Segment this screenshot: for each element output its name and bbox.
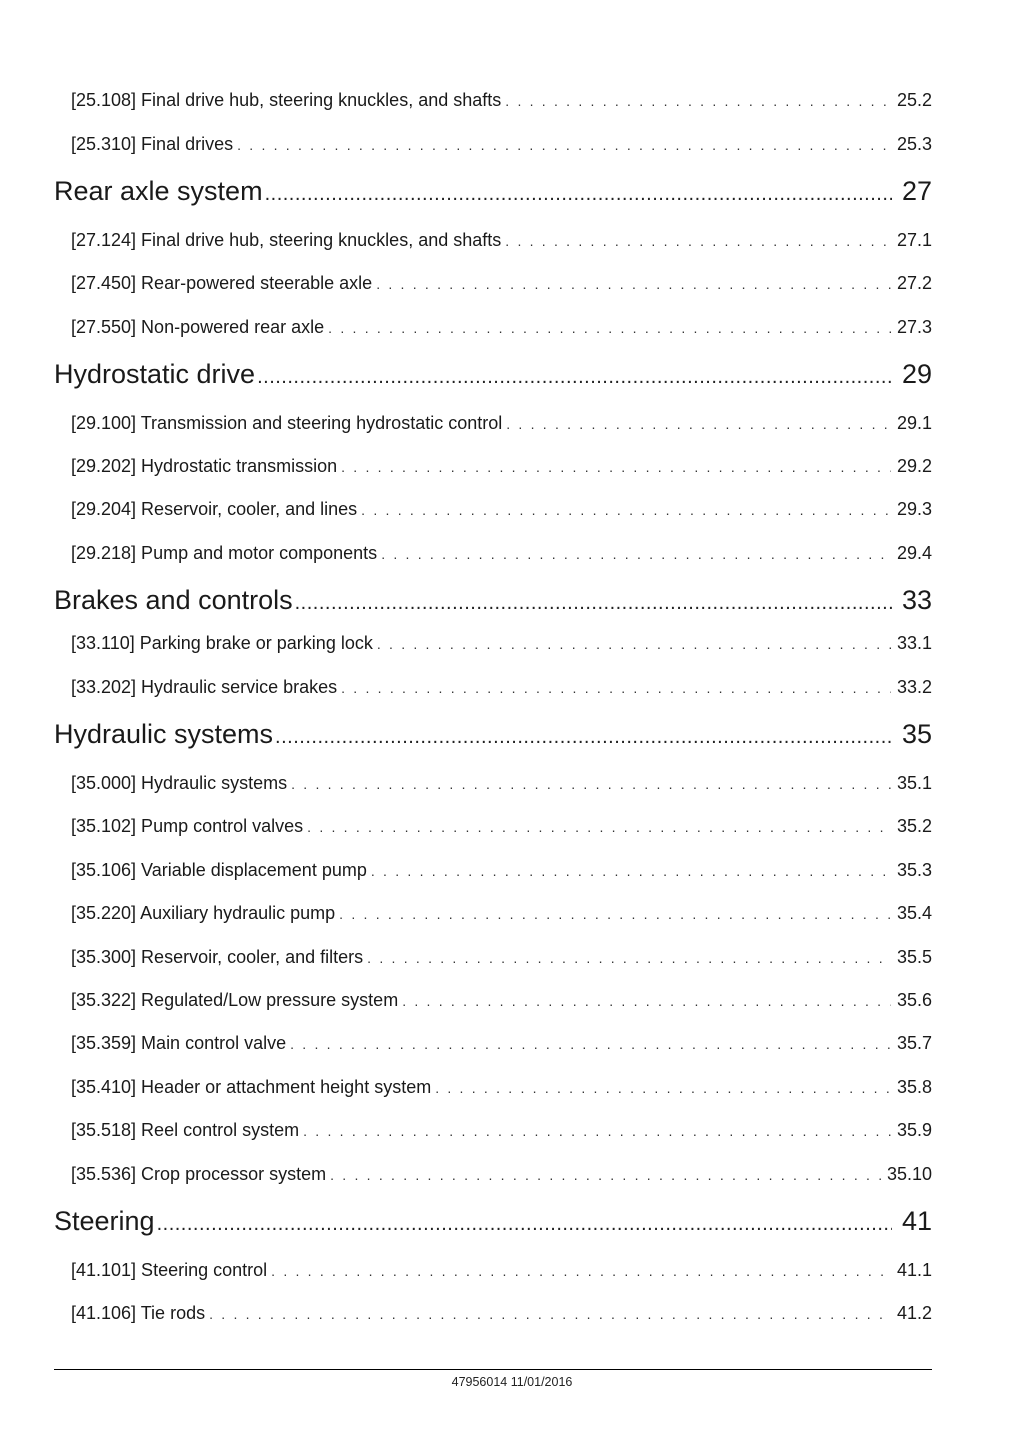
leader-dots: [377, 636, 891, 652]
leader-dots: [376, 276, 891, 292]
toc-section-page: 27: [901, 176, 932, 206]
leader-dots: [237, 137, 891, 153]
toc-section-heading[interactable]: [54, 359, 932, 390]
toc-section-heading[interactable]: [54, 585, 932, 616]
leader-dots: [505, 93, 891, 109]
toc-entry-title: [29.100] Transmission and steering hydrostatic control: [71, 413, 503, 433]
toc-entry[interactable]: [71, 816, 932, 837]
footer-divider: [54, 1369, 932, 1370]
toc-entry[interactable]: [71, 1260, 932, 1281]
leader-dots: [506, 416, 891, 432]
toc-entry[interactable]: [71, 1164, 932, 1185]
leader-dots: [303, 1123, 891, 1139]
toc-section-title: Brakes and controls: [54, 585, 293, 615]
toc-entry-page: 35.10: [886, 1164, 932, 1184]
leader-dots: [381, 546, 891, 562]
toc-entry-title: [33.202] Hydraulic service brakes: [71, 677, 338, 697]
leader-dots: [330, 1167, 881, 1183]
toc-section-title: Steering: [54, 1206, 155, 1236]
leader-dots: [209, 1306, 891, 1322]
toc-entry-title: [35.000] Hydraulic systems: [71, 773, 288, 793]
leader-dots: [341, 459, 891, 475]
toc-entry-page: 35.5: [896, 947, 932, 967]
toc-entry-page: 29.2: [896, 456, 932, 476]
toc-section-page: 33: [901, 585, 932, 615]
toc-section-page: 41: [901, 1206, 932, 1236]
leader-dots: [307, 819, 891, 835]
toc-entry[interactable]: [71, 499, 932, 520]
toc-entry[interactable]: [71, 413, 932, 434]
toc-entry-title: [41.106] Tie rods: [71, 1303, 206, 1323]
toc-entry[interactable]: [71, 1303, 932, 1324]
leader-dots: [157, 1213, 892, 1236]
toc-entry-title: [35.518] Reel control system: [71, 1120, 300, 1140]
toc-entry-title: [27.450] Rear-powered steerable axle: [71, 273, 373, 293]
toc-entry-page: 35.1: [896, 773, 932, 793]
leader-dots: [291, 776, 891, 792]
toc-entry-page: 35.4: [896, 903, 932, 923]
leader-dots: [367, 950, 891, 966]
toc-section-page: 29: [901, 359, 932, 389]
toc-section-page: 35: [901, 719, 932, 749]
toc-entry[interactable]: [71, 230, 932, 251]
toc-section-heading[interactable]: [54, 176, 932, 207]
toc-entry-title: [35.300] Reservoir, cooler, and filters: [71, 947, 364, 967]
leader-dots: [275, 726, 892, 749]
toc-entry[interactable]: [71, 317, 932, 338]
leader-dots: [265, 183, 892, 206]
toc-entry[interactable]: [71, 1120, 932, 1141]
toc-entry-title: [27.550] Non-powered rear axle: [71, 317, 325, 337]
leader-dots: [371, 863, 891, 879]
toc-entry-page: 27.2: [896, 273, 932, 293]
toc-entry-page: 35.3: [896, 860, 932, 880]
leader-dots: [402, 993, 891, 1009]
toc-entry-title: [35.220] Auxiliary hydraulic pump: [71, 903, 336, 923]
toc-entry-page: 35.8: [896, 1077, 932, 1097]
toc-entry[interactable]: [71, 903, 932, 924]
toc-entry-title: [33.110] Parking brake or parking lock: [71, 633, 373, 653]
toc-entry[interactable]: [71, 773, 932, 794]
toc-section-title: Rear axle system: [54, 176, 263, 206]
toc-entry[interactable]: [71, 677, 932, 698]
toc-entry-page: 25.2: [896, 90, 932, 110]
toc-entry-title: [29.204] Reservoir, cooler, and lines: [71, 499, 358, 519]
toc-entry-page: 25.3: [896, 134, 932, 154]
footer-document-id: 47956014 11/01/2016: [451, 1375, 573, 1389]
toc-entry-title: [41.101] Steering control: [71, 1260, 268, 1280]
toc-entry-title: [29.218] Pump and motor components: [71, 543, 378, 563]
toc-entry-page: 29.4: [896, 543, 932, 563]
toc-entry-page: 27.3: [896, 317, 932, 337]
toc-entry[interactable]: [71, 1077, 932, 1098]
toc-entry[interactable]: [71, 947, 932, 968]
leader-dots: [257, 366, 892, 389]
toc-entry-title: [35.102] Pump control valves: [71, 816, 304, 836]
toc-section-heading[interactable]: [54, 719, 932, 750]
toc-entry-page: 33.2: [896, 677, 932, 697]
toc-entry-page: 33.1: [896, 633, 932, 653]
toc-entry[interactable]: [71, 1033, 932, 1054]
toc-entry-title: [35.359] Main control valve: [71, 1033, 287, 1053]
toc-entry[interactable]: [71, 633, 932, 654]
leader-dots: [328, 320, 891, 336]
toc-entry-title: [35.410] Header or attachment height system: [71, 1077, 432, 1097]
leader-dots: [271, 1263, 891, 1279]
leader-dots: [361, 502, 891, 518]
toc-entry-title: [35.106] Variable displacement pump: [71, 860, 367, 880]
toc-entry-page: 29.1: [896, 413, 932, 433]
toc-entry-page: 35.7: [896, 1033, 932, 1053]
toc-entry-page: 35.2: [896, 816, 932, 836]
toc-entry-page: 41.1: [896, 1260, 932, 1280]
toc-entry-title: [35.322] Regulated/Low pressure system: [71, 990, 399, 1010]
toc-section-title: Hydraulic systems: [54, 719, 274, 749]
leader-dots: [290, 1036, 891, 1052]
toc-entry[interactable]: [71, 90, 932, 111]
toc-entry[interactable]: [71, 273, 932, 294]
toc-entry[interactable]: [71, 990, 932, 1011]
toc-section-heading[interactable]: [54, 1206, 932, 1237]
leader-dots: [295, 592, 892, 615]
toc-entry[interactable]: [71, 860, 932, 881]
toc-entry[interactable]: [71, 134, 932, 155]
toc-entry-title: [25.108] Final drive hub, steering knuckles, and shafts: [71, 90, 502, 110]
toc-entry[interactable]: [71, 543, 932, 564]
leader-dots: [341, 680, 891, 696]
toc-entry[interactable]: [71, 456, 932, 477]
toc-entry-title: [25.310] Final drives: [71, 134, 234, 154]
toc-section-title: Hydrostatic drive: [54, 359, 256, 389]
toc-entry-title: [27.124] Final drive hub, steering knuckles, and shafts: [71, 230, 502, 250]
toc-entry-page: 35.9: [896, 1120, 932, 1140]
leader-dots: [435, 1080, 891, 1096]
toc-entry-title: [35.536] Crop processor system: [71, 1164, 327, 1184]
toc-entry-page: 29.3: [896, 499, 932, 519]
toc-entry-page: 35.6: [896, 990, 932, 1010]
toc-entry-page: 41.2: [896, 1303, 932, 1323]
leader-dots: [505, 233, 891, 249]
leader-dots: [339, 906, 891, 922]
toc-entry-page: 27.1: [896, 230, 932, 250]
toc-entry-title: [29.202] Hydrostatic transmission: [71, 456, 338, 476]
